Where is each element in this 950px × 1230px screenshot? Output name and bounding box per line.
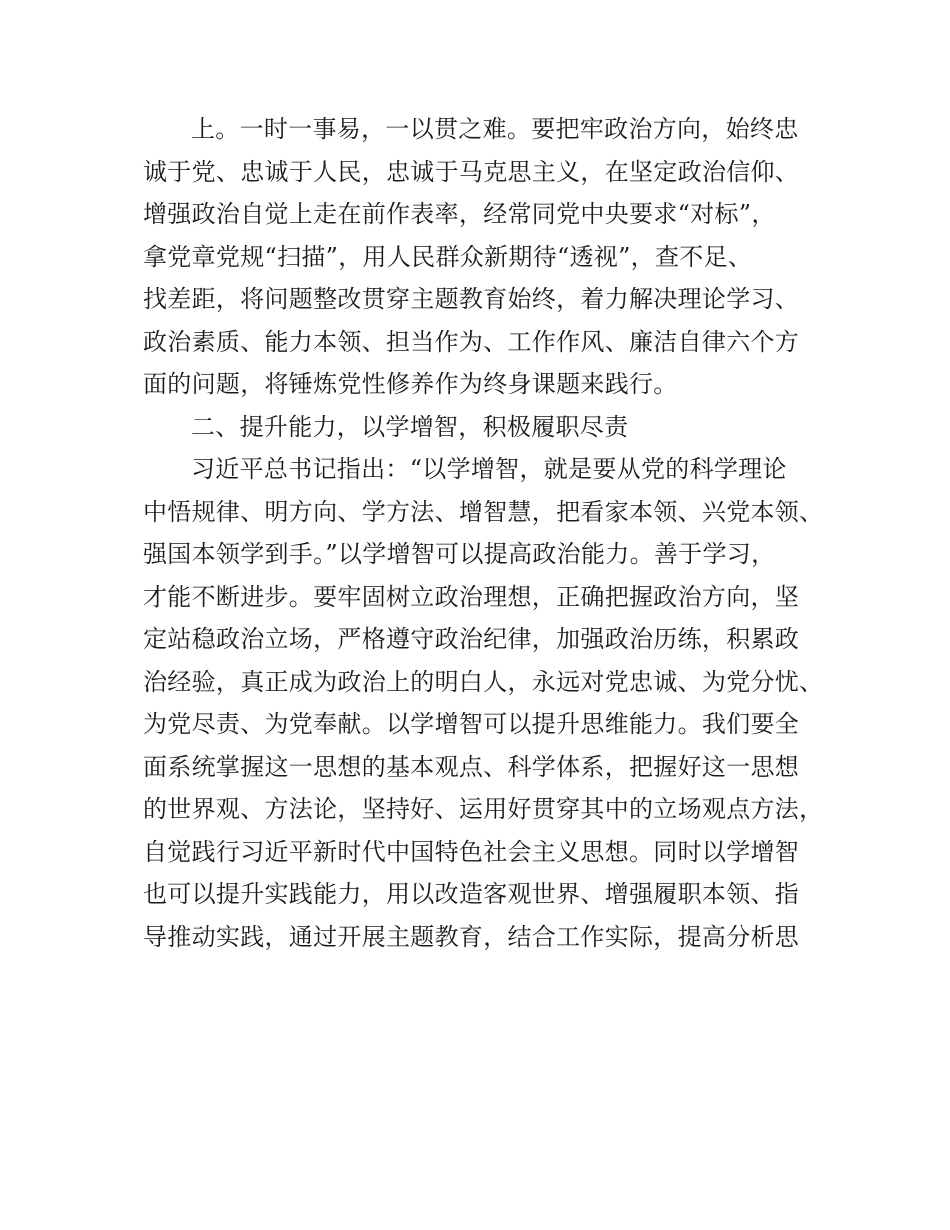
text-line: 诚于党、忠诚于人民，忠诚于马克思主义，在坚定政治信仰、	[143, 157, 800, 186]
text-line: 的世界观、方法论，坚持好、运用好贯穿其中的立场观点方法，	[143, 795, 824, 823]
text-line: 面的问题，将锤炼党性修养作为终身课题来践行。	[143, 370, 678, 398]
text-line: 中悟规律、明方向、学方法、增智慧，把看家本领、兴党本领、	[143, 497, 824, 526]
text-line: 找差距，将问题整改贯穿主题教育始终，着力解决理论学习、	[143, 285, 800, 313]
text-line: 为党尽责、为党奉献。以学增智可以提升思维能力。我们要全	[143, 710, 800, 738]
text-line: 上。一时一事易，一以贯之难。要把牢政治方向，始终忠	[191, 115, 799, 143]
text-line: 自觉践行习近平新时代中国特色社会主义思想。同时以学增智	[143, 837, 800, 866]
text-line: 才能不断进步。要牢固树立政治理想，正确把握政治方向，坚	[143, 582, 800, 611]
text-line: 强国本领学到手。”以学增智可以提高政治能力。善于学习，	[143, 540, 776, 568]
section-heading	[143, 406, 833, 449]
text-line: 治经验，真正成为政治上的明白人，永远对党忠诚、为党分忧、	[143, 667, 824, 696]
text-line: 也可以提升实践能力，用以改造客观世界、增强履职本领、指	[143, 880, 800, 908]
text-line: 拿党章党规“扫描”，用人民群众新期待“透视”，查不足、	[143, 242, 753, 271]
text-line: 导推动实践，通过开展主题教育，结合工作实际，提高分析思	[143, 922, 800, 951]
paragraph-continuation	[143, 108, 833, 406]
text-line: 增强政治自觉上走在前作表率，经常同党中央要求“对标”，	[143, 200, 776, 228]
document-body	[143, 108, 833, 958]
text-line: 习近平总书记指出：“以学增智，就是要从党的科学理论	[191, 455, 787, 483]
paragraph	[143, 448, 833, 958]
text-line: 面系统掌握这一思想的基本观点、科学体系，把握好这一思想	[143, 752, 800, 781]
text-line: 政治素质、能力本领、担当作为、工作作风、廉洁自律六个方	[143, 327, 800, 356]
text-line: 定站稳政治立场，严格遵守政治纪律，加强政治历练，积累政	[143, 625, 800, 653]
section-heading-text: 二、提升能力，以学增智，积极履职尽责	[191, 412, 629, 441]
